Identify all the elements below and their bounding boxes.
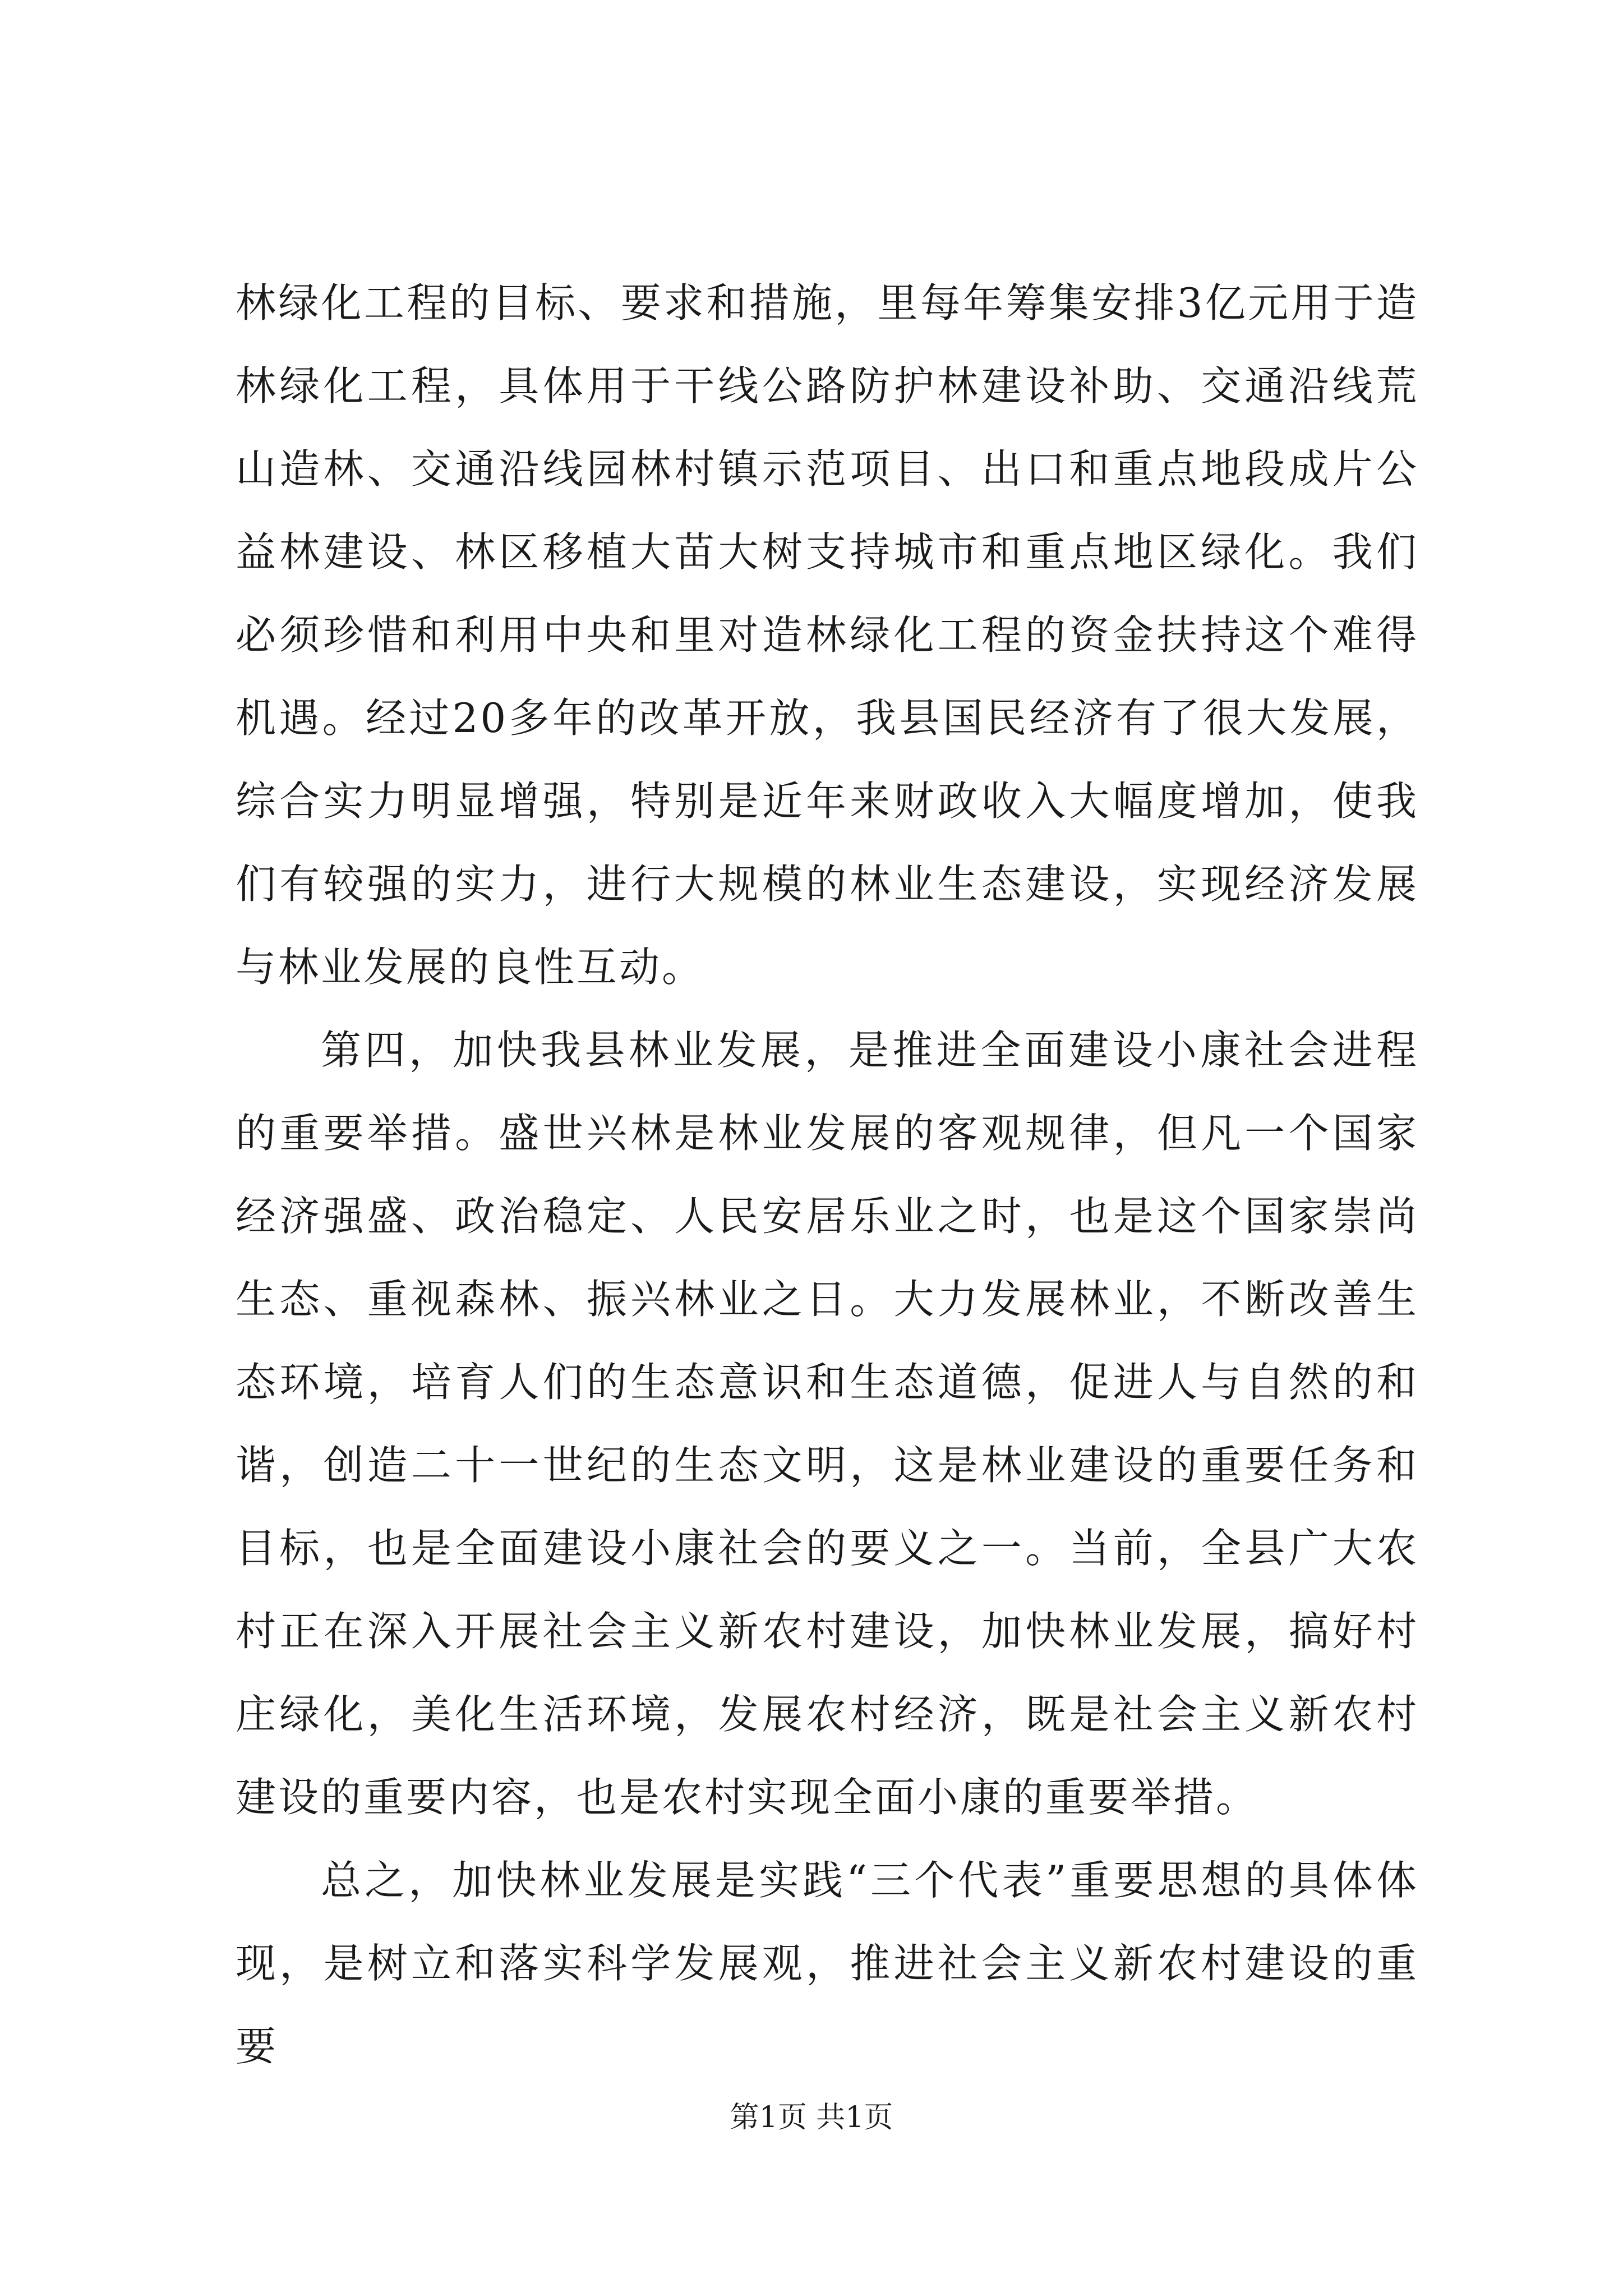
paragraph-conclusion: 总之，加快林业发展是实践“三个代表”重要思想的具体体现，是树立和落实科学发展观，推进社会主义新农村建设的重要 xyxy=(236,1857,1419,2070)
paragraph-continuation: 林绿化工程的目标、要求和措施，里每年筹集安排3亿元用于造林绿化工程，具体用于干线公路防护林建设补助、交通沿线荒山造林、交通沿线园林村镇示范项目、出口和重点地段成片公益林建设、林区移植大苗大树支持城市和重点地区绿化。我们必须珍惜和利用中央和里对造林绿化工程的资金扶持这个难得机遇。经过20多年的改革开放，我县国民经济有了很大发展，综合实力明显增强，特别是近年来财政收入大幅度增加，使我们有较强的实力，进行大规模的林业生态建设，实现经济发展与林业发展的良性互动。 xyxy=(236,279,1419,991)
page-footer: 第1页 共1页 xyxy=(730,2101,893,2134)
document-body xyxy=(236,261,1419,2088)
paragraph-fourth-point: 第四，加快我县林业发展，是推进全面建设小康社会进程的重要举措。盛世兴林是林业发展的客观规律，但凡一个国家经济强盛、政治稳定、人民安居乐业之时，也是这个国家崇尚生态、重视森林、振兴林业之日。大力发展林业，不断改善生态环境，培育人们的生态意识和生态道德，促进人与自然的和谐，创造二十一世纪的生态文明，这是林业建设的重要任务和目标，也是全面建设小康社会的要义之一。当前，全县广大农村正在深入开展社会主义新农村建设，加快林业发展，搞好村庄绿化，美化生活环境，发展农村经济，既是社会主义新农村建设的重要内容，也是农村实现全面小康的重要举措。 xyxy=(236,1027,1419,1821)
